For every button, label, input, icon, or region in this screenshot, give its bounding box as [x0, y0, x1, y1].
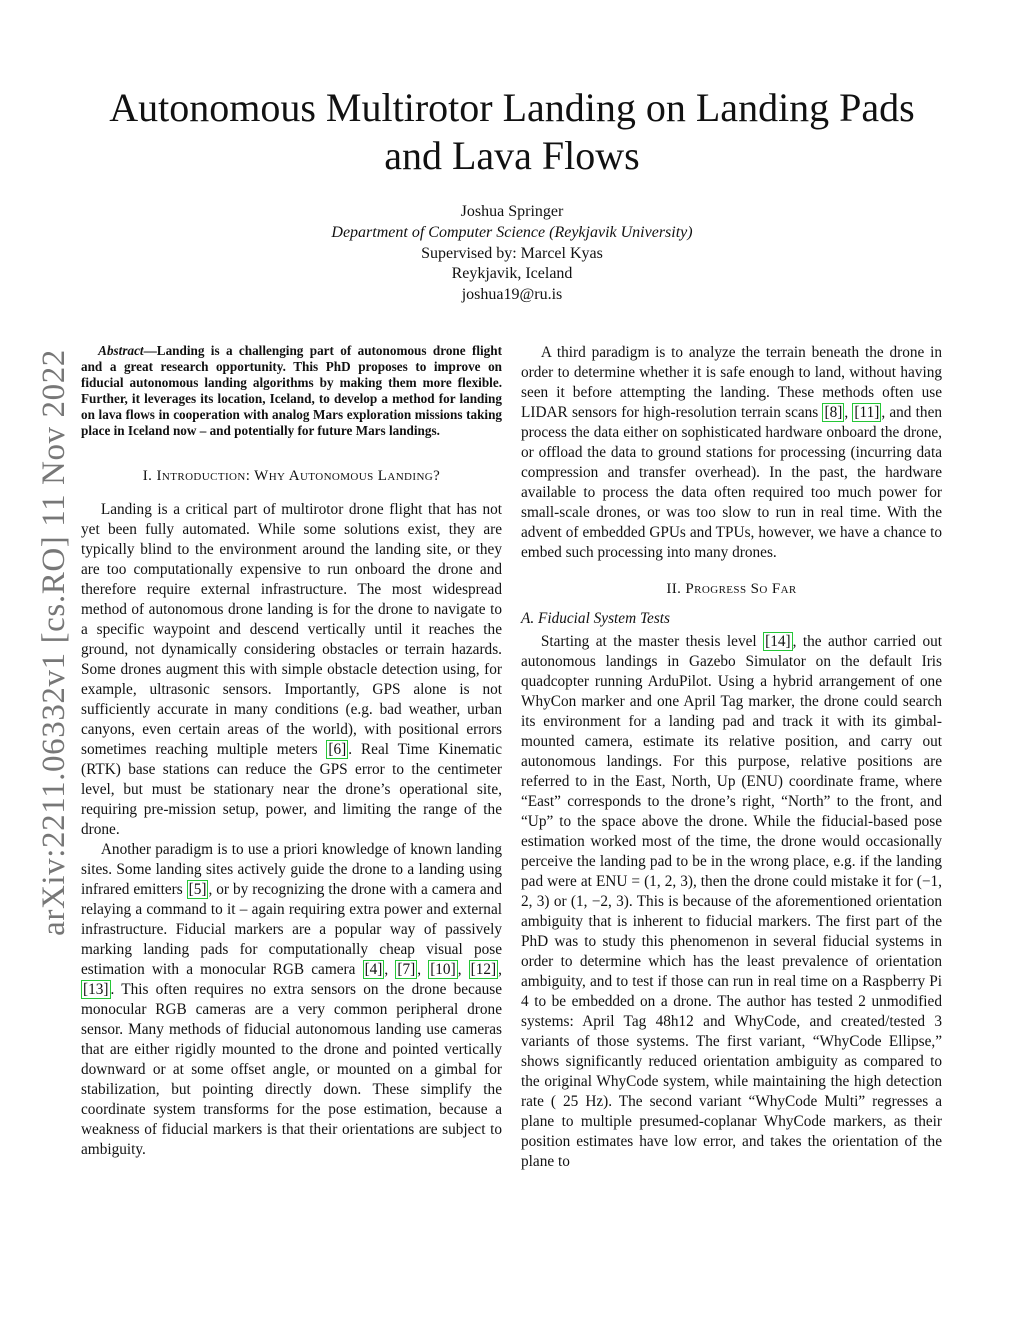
subsection-heading: A. Fiducial System Tests	[521, 610, 670, 627]
separator: ,	[844, 404, 853, 421]
title-line-2: and Lava Flows	[384, 133, 640, 178]
abstract-label: Abstract	[98, 343, 144, 358]
separator: ,	[457, 960, 469, 978]
text-run: , and then process the data either on sophisticated hardware onboard the drone, or offload the data to ground stations for processing (incurring data compression and transfer overhead). In the past, the hardware available to process the data often required too much power for small-scale drones, or was too slow to run in real time. With the advent of embedded GPUs and TPUs, however, we have a chance to embed such processing into many drones.	[521, 404, 943, 561]
intro-paragraph-3	[521, 343, 942, 563]
citation-link[interactable]: [14]	[765, 633, 791, 650]
author-location: Reykjavik, Iceland	[451, 265, 573, 283]
text-run: Starting at the master thesis level	[540, 633, 764, 650]
text-run: A third paradigm is to analyze the terrain beneath the drone in order to determine whether it is safe enough to land, without having seen it before attempting the landing. These methods often use LIDAR sensors for high-resolution terrain scans	[521, 344, 942, 421]
citation-link[interactable]: [5]	[188, 880, 207, 898]
citation-link[interactable]: [12]	[470, 960, 497, 978]
text-run: . Real Time Kinematic (RTK) base stations can reduce the GPS error to the centimeter level, but must be stationary near the drone’s operational site, requiring pre-mission setup, power, and limiting the range of the drone.	[81, 740, 502, 838]
paper-title	[80, 84, 944, 180]
citation-link[interactable]: [4]	[364, 960, 383, 978]
intro-paragraph-2	[81, 840, 502, 1160]
citation-link[interactable]: [11]	[854, 404, 880, 421]
citation-link[interactable]: [8]	[824, 404, 843, 421]
supervisor: Supervised by: Marcel Kyas	[421, 244, 603, 262]
arxiv-identifier: arXiv:2211.06332v1 [cs.RO] 11 Nov 2022	[35, 349, 72, 936]
author-block	[160, 202, 864, 306]
intro-paragraph-1	[81, 500, 502, 840]
abstract	[81, 343, 502, 440]
citation-link[interactable]: [6]	[328, 740, 347, 758]
right-column	[521, 343, 942, 1172]
text-run: . This often requires no extra sensors on the drone because monocular RGB cameras are a very common peripheral drone sensor. Many methods of fiducial autonomous landing use cameras that are either rigidly mounted to the drone and pointed vertically downward or at some offset angle, or mounted on a gimbal for stabilization, but pointing directly down. These simplify the coordinate system transforms for the pose estimation, because a weakness of fiducial markers is that their orientations are subject to ambiguity.	[81, 980, 502, 1158]
arxiv-sidebar	[28, 345, 80, 940]
citation-link[interactable]: [7]	[397, 960, 416, 978]
section-1-heading: I. Introduction: Why Autonomous Landing?	[142, 467, 441, 484]
progress-paragraph-1	[521, 632, 942, 1172]
author-name: Joshua Springer	[460, 203, 564, 220]
text-run: , or by recognizing the drone with a camera and relaying a command to it – again requiring extra power and external infrastructure. Fiducial markers are a popular way of passively marking landing pads for computationally cheap visual pose estimation with a monocular RGB camera	[81, 880, 502, 978]
text-run: Landing is a critical part of multirotor drone flight that has not yet been fully automated. While some solutions exist, they are typically blind to the environment around the landing site, or they are too computationally expensive to run onboard the drone and therefore require external infrastructure. The most widespread method of autonomous drone landing is for the drone to navigate to a specific waypoint and descend vertically until it reaches the ground, not dynamically considering obstacles or terrain hazards. Some drones augment this with simple obstacle detection using, for example, ultrasonic sensors. Importantly, GPS alone is not sufficiently accurate in many conditions (e.g. bad weather, urban canyons, even certain areas of the world), with positional errors sometimes reaching multiple meters	[81, 500, 502, 758]
text-run: , the author carried out autonomous landings in Gazebo Simulator on the default Iris quadcopter running ArduPilot. Using a hybrid arrangement of one WhyCon marker and one April Tag marker, the drone could search its environment for a landing pad and track it with its gimbal-mounted camera, estimate its relative position, and carry out autonomous landings. For this purpose, relative positions are referred to in the East, North, Up (ENU) coordinate frame, where “East” corresponds to the drone’s right, “North” to the front, and “Up” to the space above the drone. While the fiducial-based pose estimation worked most of the time, the drone would occasionally perceive the landing pad to be in the wrong place, e.g. if the landing pad were at ENU = (1, 2, 3), then the drone could mistake it for (−1, 2, 3) or (1, −2, 3). This is because of the aforementioned orientation ambiguity that is inherent to fiducial markers. The first part of the PhD was to study this phenomenon in several fiducial systems in order to determine which has the least prevalence of orientation ambiguity, and to test if those can run in real time on a Raspberry Pi 4 to be embedded on a drone. The author has tested 2 unmodified systems: April Tag 48h12 and WhyCode, and created/tested 3 variants of those systems. The first variant, “WhyCode Ellipse,” shows significantly reduced orientation ambiguity as compared to the original WhyCode system, while maintaining the high detection rate ( 25 Hz). The second variant “WhyCode Multi” regresses a plane to multiple presumed-coplanar WhyCode markers, as their position estimates have low error, and takes the orientation of the plane to	[521, 633, 942, 1170]
author-affiliation: Department of Computer Science (Reykjavik University)	[331, 223, 693, 241]
section-2-heading: II. Progress So Far	[666, 581, 797, 597]
author-email[interactable]: joshua19@ru.is	[461, 286, 563, 304]
title-line-1: Autonomous Multirotor Landing on Landing Pads	[109, 85, 915, 130]
separator: ,	[498, 960, 502, 978]
text-run: Another paradigm is to use a priori knowledge of known landing sites. Some landing sites actively guide the drone to a landing using infrared emitters	[81, 840, 502, 898]
separator: ,	[384, 960, 396, 978]
abstract-text: —Landing is a challenging part of autonomous drone flight and a great research opportunity. This PhD proposes to improve on fiducial autonomous landing algorithms by making them more flexible. Further, it leverages its location, Iceland, to develop a method for landing on lava flows in cooperation with analog Mars exploration missions taking place in Iceland now – and potentially for future Mars landings.	[81, 343, 502, 439]
citation-link[interactable]: [13]	[83, 980, 109, 998]
citation-link[interactable]: [10]	[430, 960, 456, 978]
separator: ,	[417, 960, 429, 978]
left-column	[81, 343, 502, 1160]
